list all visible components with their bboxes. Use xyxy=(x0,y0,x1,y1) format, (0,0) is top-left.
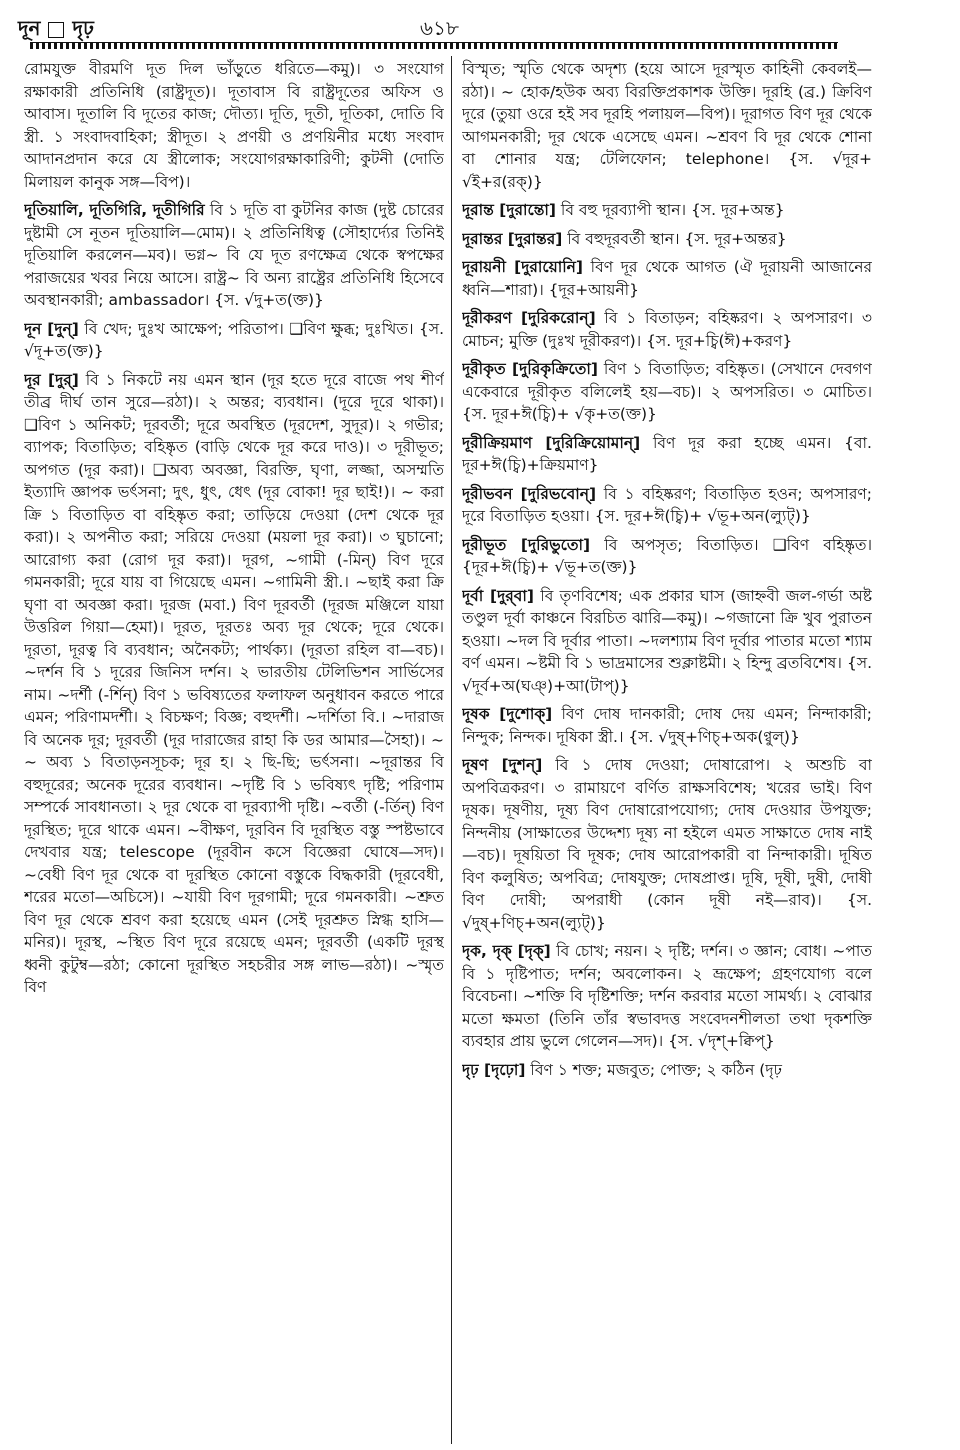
dictionary-entry xyxy=(24,318,444,363)
entry-definition: বি খেদ; দুঃখ আক্ষেপ; পরিতাপ। ❑বিণ ক্ষুব্ধ; দুঃখিত। {স. √দূ+ত(ক্ত)} xyxy=(24,319,444,360)
entry-headword: দূষণ [দুশন্] xyxy=(462,756,543,774)
dictionary-entry xyxy=(462,358,872,426)
entry-headword: দূরায়নী [দুরায়োনি] xyxy=(462,258,583,276)
entry-headword: দূতিয়ালি, দূতিগিরি, দূতীগিরি xyxy=(24,201,205,219)
dictionary-entry xyxy=(24,199,444,312)
entry-headword: দূর্বা [দুর্‌বা] xyxy=(462,586,534,605)
dictionary-entry xyxy=(462,534,872,579)
entry-definition: বি বহু দূরব্যাপী স্থান। {স. দূর+অন্ত} xyxy=(560,201,785,219)
dictionary-entry xyxy=(24,58,444,193)
entry-headword: দূরান্তর [দুরান্তর] xyxy=(462,229,563,248)
right-column xyxy=(462,58,872,1438)
entry-definition: বিস্মৃত; স্মৃতি থেকে অদৃশ্য (হয়ে আসে দূরস্মৃত কাহিনী কেবলই—রঠা)। ~ হোক/হউক অব্য বিরক্তিপ্রকাশক উক্তি। দূরহি (ব্র.) ক্রিবিণ দূরে (তুয়া ওরে হই সব দূরহি পলায়ল—বিপ)। দূরাগত বিণ দূর থেকে আগমনকারী; দূর থেকে এসেছে এমন। ~শ্রবণ বি দূর থেকে শোনা বা শোনার যন্ত্র; টেলিফোন; telephone। {স. √দূর+ √ই+র(রক্)} xyxy=(462,60,872,191)
entry-headword: দূরীক্রিয়মাণ [দুরিক্রিয়োমান্] xyxy=(462,433,641,452)
entry-definition: বি চোখ; নয়ন। ২ দৃষ্টি; দর্শন। ৩ জ্ঞান; বোধ। ~পাত বি ১ দৃষ্টিপাত; দর্শন; অবলোকন। ২ ভ্রূক্ষেপ; গ্রহণযোগ্য বলে বিবেচনা। ~শক্তি বি দৃষ্টিশক্তি; দর্শন করবার মতো সামর্থ্য। ২ বোঝার মতো ক্ষমতা (তিনি তাঁর স্বভাবদত্ত সংবেদনশীলতা তথা দৃকশক্তি ব্যবহার প্রায় ভুলে গেলেন—সদ)। {স. √দৃশ্+ক্বিপ্} xyxy=(462,942,872,1050)
entry-headword: দৃঢ় [দৃঢ়ো] xyxy=(462,1060,526,1079)
entry-headword: দূরীকরণ [দুরিকরোন্] xyxy=(462,309,596,327)
entry-definition: রোমযুক্ত বীরমণি দূত দিল ভাঁড়ুতে ধরিতে—কমু)। ৩ সংযোগ রক্ষাকারী প্রতিনিধি (রাষ্ট্রদূত)। দূতাবাস বি রাষ্ট্রদূতের অফিস ও আবাস। দূতালি বি দূতের কাজ; দৌত্য। দূতি, দূতী, দূতিকা, দোতি বি স্ত্রী. ১ সংবাদবাহিকা; স্ত্রীদূত। ২ প্রণয়ী ও প্রণয়িনীর মধ্যে সংবাদ আদানপ্রদান করে যে স্ত্রীলোক; সংযোগরক্ষাকারিণী; কুটনী (দোতি মিলায়ল কানুক সঙ্গ—বিপ)। xyxy=(24,60,444,191)
dictionary-entry xyxy=(462,703,872,748)
entry-headword: দূন [দুন্] xyxy=(24,319,79,338)
entry-definition: বি ১ দূতি বা কুটনির কাজ (দুষ্ট চোরের দুষ্টামী সে নূতন দূতিয়ালি—মোম)। ২ প্রতিনিধিত্ব (সৌহার্দ্যের তিনিই দূতিয়ালি করলেন—মব)। ভগ্ন~ বি যে দূত রণক্ষেত্র থেকে স্বপক্ষের পরাজয়ের খবর নিয়ে আসে। রাষ্ট্র~ বি অন্য রাষ্ট্রের প্রতিনিধি হিসেবে অবস্থানকারী; ambassador। {স. √দু+ত(ক্ত)} xyxy=(24,201,444,309)
entry-definition: বিণ দূর থেকে আগত (ঐ দূরায়নী আজানের ধ্বনি—শারা)। {দূর+আয়নী} xyxy=(462,258,872,299)
entry-headword: দৃক, দৃক্ [দৃক্] xyxy=(462,942,551,960)
entry-headword: দূরীভবন [দুরিভবোন্] xyxy=(462,484,597,503)
entry-headword: দূর [দুর্] xyxy=(24,370,79,389)
column-divider xyxy=(451,56,452,1444)
dictionary-entry xyxy=(462,1059,872,1082)
entry-definition: বিণ ১ শক্ত; মজবুত; পোক্ত; ২ কঠিন (দৃঢ় xyxy=(530,1060,782,1079)
entry-headword: দূরীকৃত [দুরিকৃক্রিতো] xyxy=(462,360,598,378)
entry-definition: বিণ ১ বিতাড়িত; বহিষ্কৃত। (সেখানে দেবগণ একেবারে দূরীকৃত বলিলেই হয়—বচ)। ২ অপসরিত। ৩ মোচিত। {স. দূর+ঈ(চ্বি)+ √কৃ+ত(ক্ত)} xyxy=(462,360,872,423)
dictionary-entry xyxy=(462,58,872,193)
entry-headword: দূষক [দুশোক্] xyxy=(462,705,553,723)
entry-headword: দূরান্ত [দুরান্তো] xyxy=(462,201,556,219)
entry-definition: বিণ দোষ দানকারী; দোষ দেয় এমন; নিন্দাকারী; নিন্দুক; নিন্দক। দূষিকা স্ত্রী.। {স. √দুষ্+ণিচ্+অক(ণ্বুল্)} xyxy=(462,705,872,746)
dictionary-entry xyxy=(24,369,444,999)
separator-box-icon xyxy=(48,22,64,38)
entry-definition: বি ১ বহিষ্করণ; বিতাড়িত হওন; অপসারণ; দূরে বিতাড়িত হওয়া। {স. দূর+ঈ(চ্বি)+ √ভূ+অন(ল্যুট্)} xyxy=(462,484,872,525)
dictionary-entry xyxy=(462,307,872,352)
guide-word-start: দূন xyxy=(18,16,41,40)
dictionary-entry xyxy=(462,228,872,251)
entry-headword: দূরীভূত [দুরিভুতো] xyxy=(462,535,591,554)
dictionary-entry xyxy=(462,754,872,934)
entry-definition: বি ১ দোষ দেওয়া; দোষারোপ। ২ অশুচি বা অপবিত্রকরণ। ৩ রামায়ণে বর্ণিত রাক্ষসবিশেষ; খরের ভাই। বিণ দূষক। দূষণীয়, দূষ্য বিণ দোষারোপযোগ্য; দোষ দেওয়ার উপযুক্ত; নিন্দনীয় (সাক্ষাতের উদ্দেশ্য দূষ্য না হইলে এমত সাক্ষাতে দোষ নাই—বচ)। দূষয়িতা বি দূষক; দোষ আরোপকারী বা নিন্দাকারী। দূষিত বিণ কলুষিত; অপবিত্র; দোষযুক্ত; দোষপ্রাপ্ত। দূষি, দূষী, দুষী, দোষী বিণ দোষী; অপরাধী (কোন দূষী নই—রাব)। {স. √দুষ্+ণিচ্+অন(ল্যুট্)} xyxy=(462,756,872,932)
left-column xyxy=(24,58,444,1438)
dictionary-entry xyxy=(462,432,872,477)
entry-definition: বি ১ নিকটে নয় এমন স্থান (দূর হতে দূরে বাজে পথ শীর্ণ তীব্র দীর্ঘ তান সুরে—রঠা)। ২ অন্তর; ব্যবধান। (দূরে দূরে থাকা)। ❑বিণ ১ অনিকট; দূরবর্তী; দূরে অবস্থিত (দূরদেশ, সুদূর)। ২ গভীর; ব্যাপক; বিতাড়িত; বহিষ্কৃত (বাড়ি থেকে দূর করে দাও)। ৩ দূরীভূত; অপগত (দূর করা)। ❑অব্য অবজ্ঞা, বিরক্তি, ঘৃণা, লজ্জা, অসম্মতি ইত্যাদি জ্ঞাপক ভর্ৎসনা; দুৎ, ধুৎ, ধেৎ (দূর বোকা! দূর ছাই!)। ~ করা ক্রি ১ বিতাড়িত বা বহিষ্কৃত করা; তাড়িয়ে দেওয়া (দেশ থেকে দূর করা)। ২ অপনীত করা; সরিয়ে দেওয়া (ময়লা দূর করা)। ৩ ঘুচানো; আরোগ্য করা (রোগ দূর করা)। দূরগ, ~গামী (-মিন্) বিণ দূরে গমনকারী; দূরে যায় বা গিয়েছে এমন। ~গামিনী স্ত্রী.। ~ছাই করা ক্রি ঘৃণা বা অবজ্ঞা করা। দূরজ (মবা.) বিণ দূরবর্তী (দূরজ মঞ্জিলে যায়া উত্তরিল গিয়া—হেমা)। দূরত, দূরতঃ অব্য দূর থেকে; দূরে থেকে। দূরতা, দূরত্ব বি ব্যবধান; অনৈকট্য; পার্থক্য। (দূরতা রহিল বা—বচ)। ~দর্শন বি ১ দূরের জিনিস দর্শন। ২ ভারতীয় টেলিভিশন সার্ভিসের নাম। ~দর্শী (-র্শিন্) বিণ ১ ভবিষ্যতের ফলাফল অনুধাবন করতে পারে এমন; পরিণামদর্শী। ২ বিচক্ষণ; বিজ্ঞ; বহুদর্শী। ~দর্শিতা বি.। ~দারাজ বি অনেক দূর; দূরবর্তী (দূর দারাজের রাহা কি ডর আমার—সৈহা)। ~ ~ অব্য ১ বিতাড়নসূচক; দূর হ। ২ ছি-ছি; ভর্ৎসনা। ~দূরান্তর বি বহুদূরের; অনেক দূরের ব্যবধান। ~দৃষ্টি বি ১ ভবিষ্যৎ দৃষ্টি; পরিণাম সম্পর্কে সাবধানতা। ২ দূর থেকে বা দূরব্যাপী দৃষ্টি। ~বর্তী (-র্তিন্) বিণ দূরস্থিত; দূরে থাকে এমন। ~বীক্ষণ, দূরবিন বি দূরস্থিত বস্তু স্পষ্টভাবে দেখবার যন্ত্র; telescope (দূরবীন কসে বিজ্ঞেরা ঘোষে—সদ)। ~বেধী বিণ দূর থেকে বা দূরস্থিত কোনো বস্তুকে বিদ্ধকারী (দূরবেধী, শরের মতো—অচিসে)। ~যায়ী বিণ দূরগামী; দূরে গমনকারী। ~শ্রুত বিণ দূর থেকে শ্রবণ করা হয়েছে এমন (সেই দূরশ্রুত স্নিগ্ধ হাসি—মনির)। দূরস্থ, ~স্থিত বিণ দূরে রয়েছে এমন; দূরবর্তী (একটি দূরস্থ ধ্বনী কুটুম্ব—রঠা; কোনো দূরস্থিত সহচরীর সঙ্গ লাভ—রঠা)। ~স্মৃত বিণ xyxy=(24,370,444,996)
page-number: ৬১৮ xyxy=(420,16,459,40)
entry-definition: বিণ দূর করা হচ্ছে এমন। {বা. দূর+ঈ(চ্বি)+ক্রিয়মাণ} xyxy=(462,433,872,474)
entry-definition: বি বহুদূরবর্তী স্থান। {স. দূর+অন্তর} xyxy=(567,229,787,248)
entry-definition: বি ১ বিতাড়ন; বহিষ্করণ। ২ অপসারণ। ৩ মোচন; মুক্তি (দুঃখ দূরীকরণ)। {স. দূর+চ্বি(ঈ)+করণ} xyxy=(462,309,872,350)
entry-definition: বি তৃণবিশেষ; এক প্রকার ঘাস (জাহ্নবী জল-গর্ভা অষ্ট তণ্ডুল দূর্বা কাঞ্চনে বিরচিত ঝারি—কমু)। ~গজানো ক্রি খুব পুরাতন হওয়া। ~দল বি দূর্বার পাতা। ~দলশ্যাম বিণ দূর্বার পাতার মতো শ্যাম বর্ণ এমন। ~ষ্টমী বি ১ ভাদ্রমাসের শুক্লাষ্টমী। ২ হিন্দু ব্রতবিশেষ। {স. √দূর্ব+অ(ঘঞ্)+আ(টাপ্)} xyxy=(462,586,872,695)
header-rule xyxy=(30,42,838,49)
dictionary-entry xyxy=(462,256,872,301)
dictionary-entry xyxy=(462,940,872,1053)
dictionary-entry xyxy=(462,483,872,528)
entry-definition: বি অপসৃত; বিতাড়িত। ❑বিণ বহিষ্কৃত। {দূর+ঈ(চ্বি)+ √ভূ+ত(ক্ত)} xyxy=(462,535,872,576)
guide-word-end: দৃঢ় xyxy=(72,16,94,40)
page-header xyxy=(0,0,960,50)
dictionary-entry xyxy=(462,199,872,222)
dictionary-entry xyxy=(462,585,872,698)
